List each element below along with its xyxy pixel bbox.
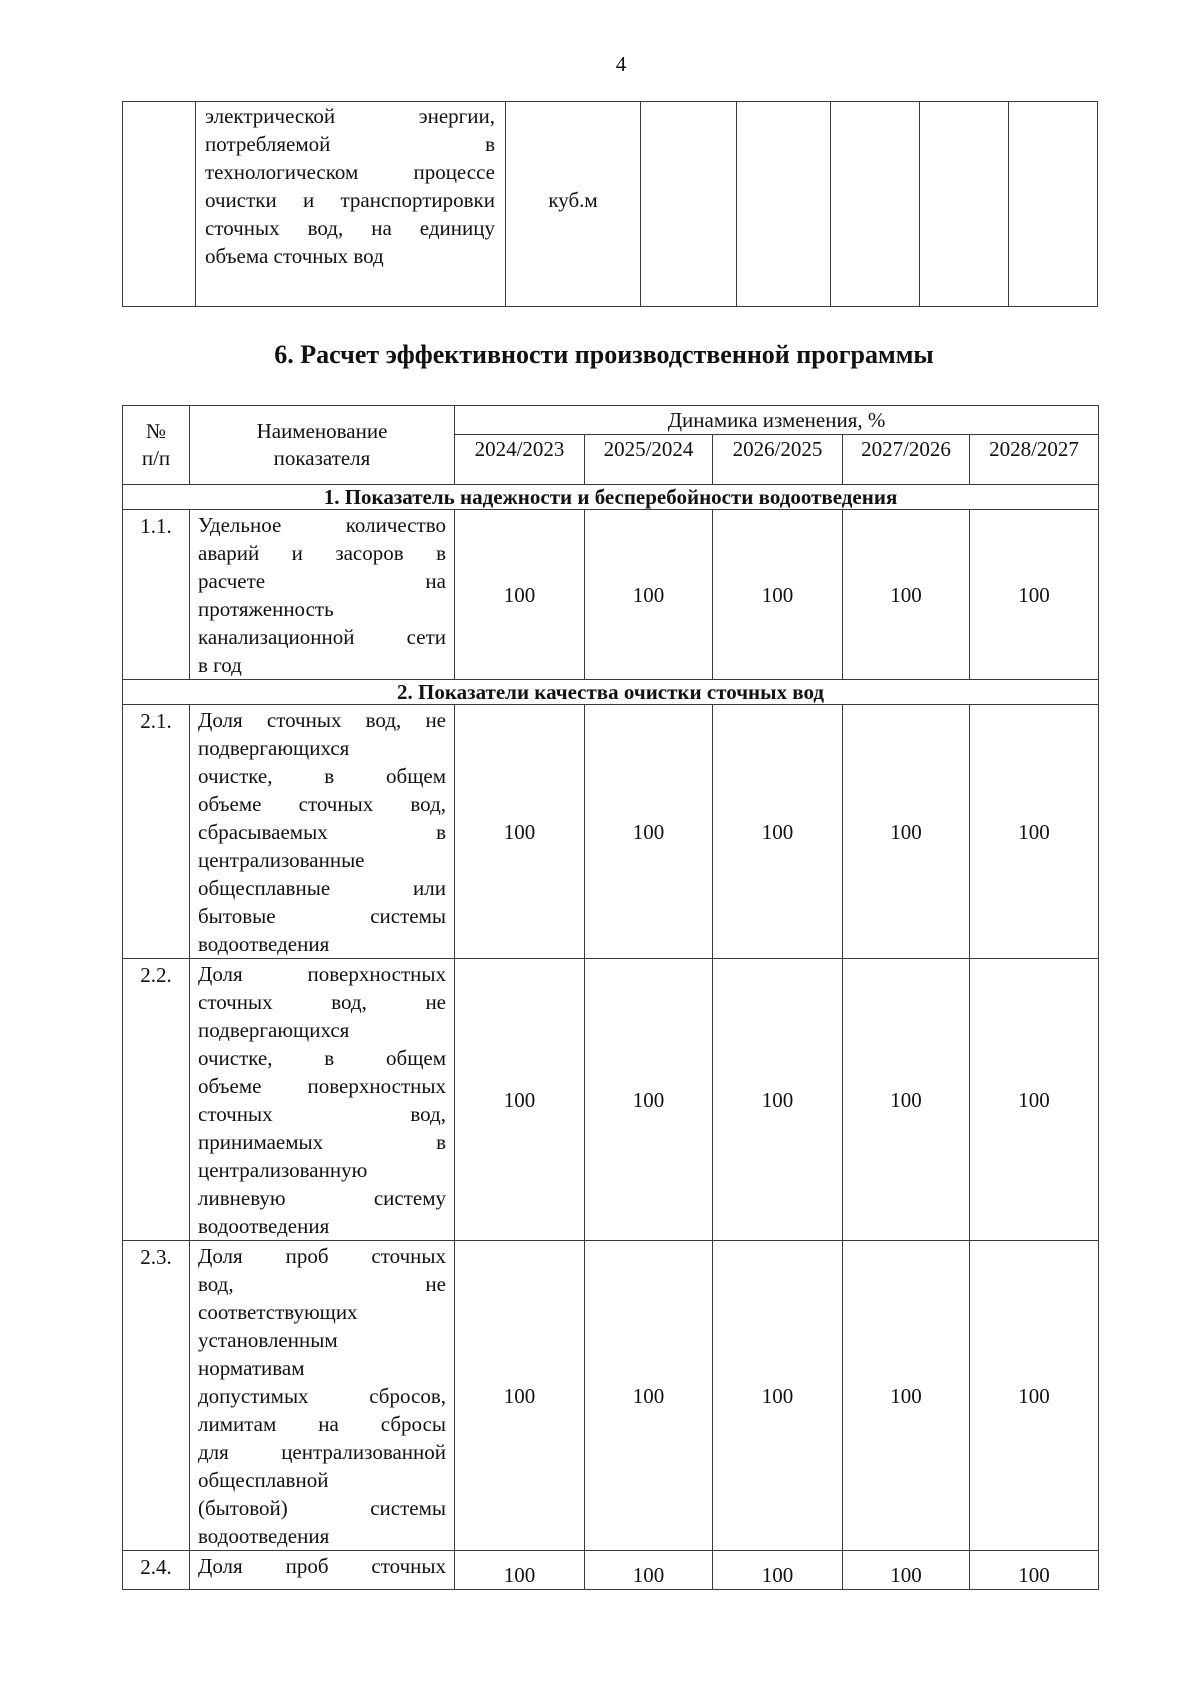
- indicator-name-line: сточных вод, не: [198, 990, 446, 1014]
- continuation-value-cell: [737, 102, 831, 307]
- header-name: [190, 406, 455, 485]
- header-number: [123, 406, 190, 485]
- row-number: 2.4.: [123, 1551, 190, 1590]
- indicator-name-line: водоотведения: [198, 1214, 330, 1238]
- continuation-description-line: сточных вод, на единицу: [205, 216, 495, 240]
- continuation-description-line: очистки и транспортировки: [205, 188, 495, 212]
- indicator-name-line: в год: [198, 653, 242, 677]
- indicator-name-line: Доля сточных вод, не: [198, 708, 446, 732]
- indicator-name-line: очистке, в общем: [198, 1046, 446, 1070]
- header-name-line2: показателя: [273, 446, 371, 470]
- header-number-line2: п/п: [141, 446, 171, 470]
- row-number: 2.2.: [123, 959, 190, 1241]
- indicator-name-line: допустимых сбросов,: [198, 1384, 446, 1408]
- row-value: 100: [843, 510, 970, 680]
- table-row: [123, 705, 1099, 959]
- indicator-name-line: водоотведения: [198, 1524, 330, 1548]
- row-value: 100: [585, 959, 713, 1241]
- indicator-name-line: Доля поверхностных: [198, 962, 446, 986]
- indicator-name-line: принимаемых в: [198, 1130, 446, 1154]
- continuation-description-line: объема сточных вод: [205, 244, 384, 268]
- table-row: [123, 1551, 1099, 1590]
- row-value: 100: [455, 705, 585, 959]
- continuation-value-cell: [920, 102, 1009, 307]
- indicator-name-line: расчете на: [198, 569, 446, 593]
- indicator-name-line: установленным: [198, 1328, 338, 1352]
- indicator-name-line: сбрасываемых в: [198, 820, 446, 844]
- indicator-name-line: канализационной сети: [198, 625, 446, 649]
- header-name-line1: Наименование: [256, 419, 388, 443]
- row-value: 100: [455, 1551, 585, 1590]
- row-value: 100: [970, 510, 1099, 680]
- row-number: 2.3.: [123, 1241, 190, 1551]
- row-value: 100: [713, 959, 843, 1241]
- row-value: 100: [585, 1551, 713, 1590]
- indicator-name-line: очистке, в общем: [198, 764, 446, 788]
- header-period: 2025/2024: [585, 435, 713, 485]
- indicator-name-line: нормативам: [198, 1356, 305, 1380]
- row-indicator-name: [190, 705, 455, 959]
- continuation-unit: куб.м: [506, 102, 641, 307]
- row-value: 100: [713, 1241, 843, 1551]
- section-title: 6. Расчет эффективности производственной программы: [274, 340, 934, 369]
- indicator-name-line: сточных вод,: [198, 1102, 446, 1126]
- table-row: [123, 959, 1099, 1241]
- continuation-table: [122, 101, 1098, 307]
- continuation-number-cell: [123, 102, 196, 307]
- row-value: 100: [585, 1241, 713, 1551]
- row-value: 100: [455, 510, 585, 680]
- row-indicator-name: [190, 1241, 455, 1551]
- indicator-name-line: вод, не: [198, 1272, 446, 1296]
- indicator-name-line: Доля проб сточных: [198, 1554, 446, 1578]
- row-indicator-name: [190, 510, 455, 680]
- indicator-name-line: протяженность: [198, 597, 334, 621]
- indicator-name-line: централизованные: [198, 848, 365, 872]
- page-number: 4: [615, 52, 627, 76]
- indicator-name-line: водоотведения: [198, 932, 330, 956]
- indicator-name-line: бытовые системы: [198, 904, 446, 928]
- indicator-name-line: централизованную: [198, 1158, 368, 1182]
- row-number: 2.1.: [123, 705, 190, 959]
- row-indicator-name: [190, 1551, 455, 1590]
- row-value: 100: [843, 1551, 970, 1590]
- header-period: 2026/2025: [713, 435, 843, 485]
- indicator-name-line: подвергающихся: [198, 736, 350, 760]
- row-value: 100: [713, 705, 843, 959]
- row-value: 100: [843, 959, 970, 1241]
- continuation-description: [196, 102, 506, 307]
- row-value: 100: [843, 1241, 970, 1551]
- row-value: 100: [970, 1551, 1099, 1590]
- continuation-value-cell: [641, 102, 737, 307]
- indicator-name-line: аварий и засоров в: [198, 541, 446, 565]
- row-value: 100: [585, 705, 713, 959]
- continuation-description-line: технологическом процессе: [205, 160, 495, 184]
- header-period: 2024/2023: [455, 435, 585, 485]
- indicator-name-line: для централизованной: [198, 1440, 446, 1464]
- indicator-name-line: Доля проб сточных: [198, 1244, 446, 1268]
- efficiency-table: [122, 405, 1099, 1590]
- group-heading: 2. Показатели качества очистки сточных вод: [123, 680, 1099, 705]
- row-value: 100: [970, 1241, 1099, 1551]
- indicator-name-line: лимитам на сбросы: [198, 1412, 446, 1436]
- indicator-name-line: Удельное количество: [198, 513, 446, 537]
- row-value: 100: [843, 705, 970, 959]
- indicator-name-line: объеме поверхностных: [198, 1074, 446, 1098]
- continuation-description-line: потребляемой в: [205, 132, 495, 156]
- indicator-name-line: ливневую систему: [198, 1186, 446, 1210]
- row-value: 100: [455, 959, 585, 1241]
- header-number-line1: №: [145, 419, 167, 443]
- indicator-name-line: подвергающихся: [198, 1018, 350, 1042]
- indicator-name-line: общесплавные или: [198, 876, 446, 900]
- indicator-name-line: объеме сточных вод,: [198, 792, 446, 816]
- table-row: [123, 510, 1099, 680]
- row-value: 100: [713, 1551, 843, 1590]
- row-number: 1.1.: [123, 510, 190, 680]
- continuation-value-cell: [1009, 102, 1098, 307]
- continuation-value-cell: [831, 102, 920, 307]
- row-value: 100: [970, 959, 1099, 1241]
- header-period: 2027/2026: [843, 435, 970, 485]
- row-indicator-name: [190, 959, 455, 1241]
- row-value: 100: [970, 705, 1099, 959]
- row-value: 100: [585, 510, 713, 680]
- row-value: 100: [713, 510, 843, 680]
- indicator-name-line: (бытовой) системы: [198, 1496, 446, 1520]
- row-value: 100: [455, 1241, 585, 1551]
- group-heading: 1. Показатель надежности и бесперебойности водоотведения: [123, 485, 1099, 510]
- continuation-description-line: электрической энергии,: [205, 104, 495, 128]
- indicator-name-line: общесплавной: [198, 1468, 329, 1492]
- header-period: 2028/2027: [970, 435, 1099, 485]
- indicator-name-line: соответствующих: [198, 1300, 358, 1324]
- header-dynamics: Динамика изменения, %: [455, 406, 1099, 435]
- table-row: [123, 1241, 1099, 1551]
